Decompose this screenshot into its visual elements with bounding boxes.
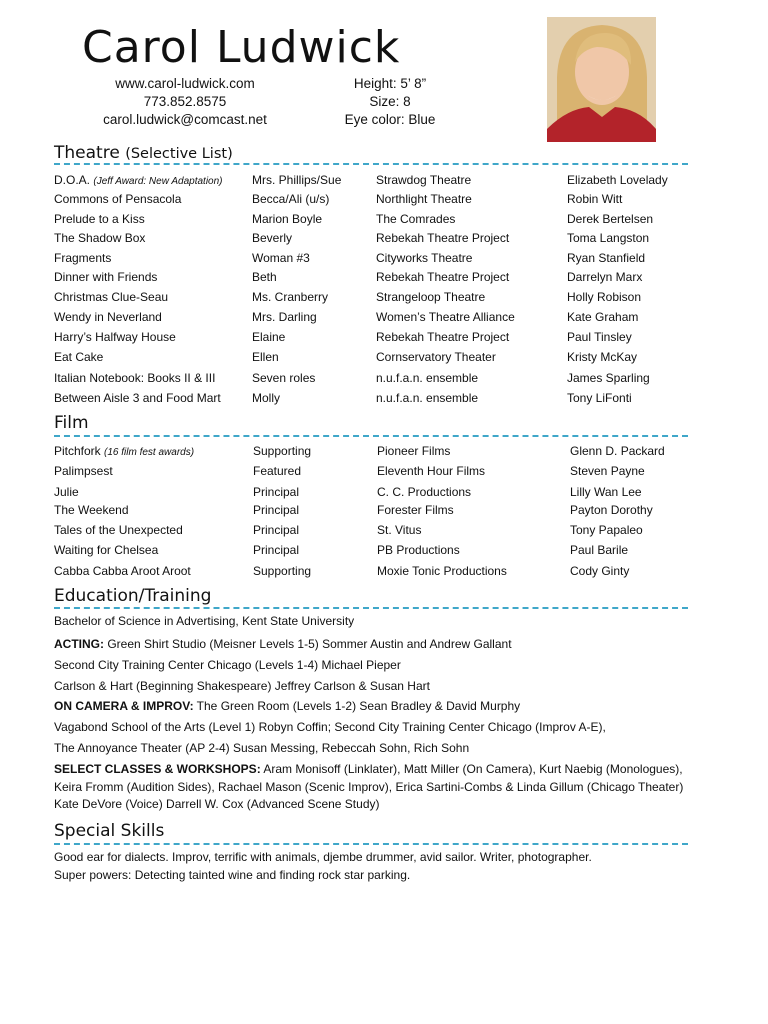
table-row: Harry’s Halfway House Elaine Rebekah Theatre Project Paul Tinsley	[54, 330, 632, 344]
table-row: D.O.A. (Jeff Award: New Adaptation) Mrs. Phillips/Sue Strawdog Theatre Elizabeth Lovelady	[54, 173, 668, 187]
education-vagabond: Vagabond School of the Arts (Level 1) Robyn Coffin; Second City Training Center Chicago (Improv A-E),	[54, 720, 606, 734]
education-heading: Education/Training	[54, 586, 212, 606]
skills-line: Super powers: Detecting tainted wine and finding rock star parking.	[54, 867, 411, 882]
table-row: The Weekend Principal Forester Films Payton Dorothy	[54, 503, 653, 517]
skills-divider	[54, 843, 688, 845]
table-row: Wendy in Neverland Mrs. Darling Women’s Theatre Alliance Kate Graham	[54, 310, 639, 324]
eye-color-stat: Eye color: Blue	[344, 112, 436, 127]
contact-info	[80, 75, 290, 129]
email-link[interactable]: carol.ludwick@comcast.net	[103, 112, 267, 127]
skills-heading: Special Skills	[54, 821, 165, 841]
education-acting: ACTING: Green Shirt Studio (Meisner Levels 1-5) Sommer Austin and Andrew Gallant	[54, 637, 512, 651]
education-annoyance: The Annoyance Theater (AP 2-4) Susan Messing, Rebeccah Sohn, Rich Sohn	[54, 741, 470, 755]
skills-line: Good ear for dialects. Improv, terrific with animals, djembe drummer, avid sailor. Writer, photographer.	[54, 850, 592, 864]
website-link[interactable]: www.carol-ludwick.com	[115, 76, 255, 91]
theatre-divider	[54, 163, 688, 165]
actor-name: Carol Ludwick	[82, 22, 401, 73]
table-row: Palimpsest Featured Eleventh Hour Films Steven Payne	[54, 464, 645, 478]
education-second-city: Second City Training Center Chicago (Levels 1-4) Michael Pieper	[54, 658, 401, 672]
table-row: Julie Principal C. C. Productions Lilly Wan Lee	[54, 485, 642, 499]
height-stat: Height: 5’ 8”	[353, 76, 427, 91]
film-heading: Film	[54, 413, 89, 433]
education-carlson-hart: Carlson & Hart (Beginning Shakespeare) Jeffrey Carlson & Susan Hart	[54, 679, 430, 693]
table-row: Commons of Pensacola Becca/Ali (u/s) Northlight Theatre Robin Witt	[54, 192, 623, 206]
phone-number: 773.852.8575	[143, 94, 227, 109]
table-row: The Shadow Box Beverly Rebekah Theatre Project Toma Langston	[54, 231, 650, 245]
table-row: Prelude to a Kiss Marion Boyle The Comrades Derek Bertelsen	[54, 212, 654, 226]
table-row: Tales of the Unexpected Principal St. Vitus Tony Papaleo	[54, 523, 643, 537]
theatre-heading: Theatre (Selective List)	[54, 143, 233, 163]
table-row: Eat Cake Ellen Cornservatory Theater Kristy McKay	[54, 350, 638, 364]
table-row: Pitchfork (16 film fest awards) Supporting Pioneer Films Glenn D. Packard	[54, 444, 665, 458]
table-row: Cabba Cabba Aroot Aroot Supporting Moxie Tonic Productions Cody Ginty	[54, 564, 630, 578]
table-row: Christmas Clue-Seau Ms. Cranberry Strangeloop Theatre Holly Robison	[54, 290, 642, 304]
table-row: Between Aisle 3 and Food Mart Molly n.u.f.a.n. ensemble Tony LiFonti	[54, 391, 632, 405]
physical-stats	[330, 75, 450, 129]
education-on-camera: ON CAMERA & IMPROV: The Green Room (Levels 1-2) Sean Bradley & David Murphy	[54, 699, 521, 713]
film-divider	[54, 435, 688, 437]
table-row: Fragments Woman #3 Cityworks Theatre Ryan Stanfield	[54, 251, 646, 265]
skills-text	[54, 849, 694, 884]
table-row: Italian Notebook: Books II & III Seven roles n.u.f.a.n. ensemble James Sparling	[54, 371, 650, 385]
education-divider	[54, 607, 688, 609]
table-row: Dinner with Friends Beth Rebekah Theatre Project Darrelyn Marx	[54, 270, 643, 284]
education-degree: Bachelor of Science in Advertising, Kent State University	[54, 614, 355, 628]
table-row: Waiting for Chelsea Principal PB Productions Paul Barile	[54, 543, 629, 557]
headshot-photo	[547, 17, 656, 142]
size-stat: Size: 8	[369, 94, 411, 109]
education-workshops: SELECT CLASSES & WORKSHOPS: Aram Monisoff (Linklater), Matt Miller (On Camera), Kurt Naebig (Monologues), Keira Fromm (Audition Sides), Rachael Mason (Scenic Improv), Erica Sartini-Combs & Linda Gillum (Chicago Theater) Kate DeVore (Voice) Darrell W. Cox (Advanced Scene Study)	[54, 762, 684, 811]
